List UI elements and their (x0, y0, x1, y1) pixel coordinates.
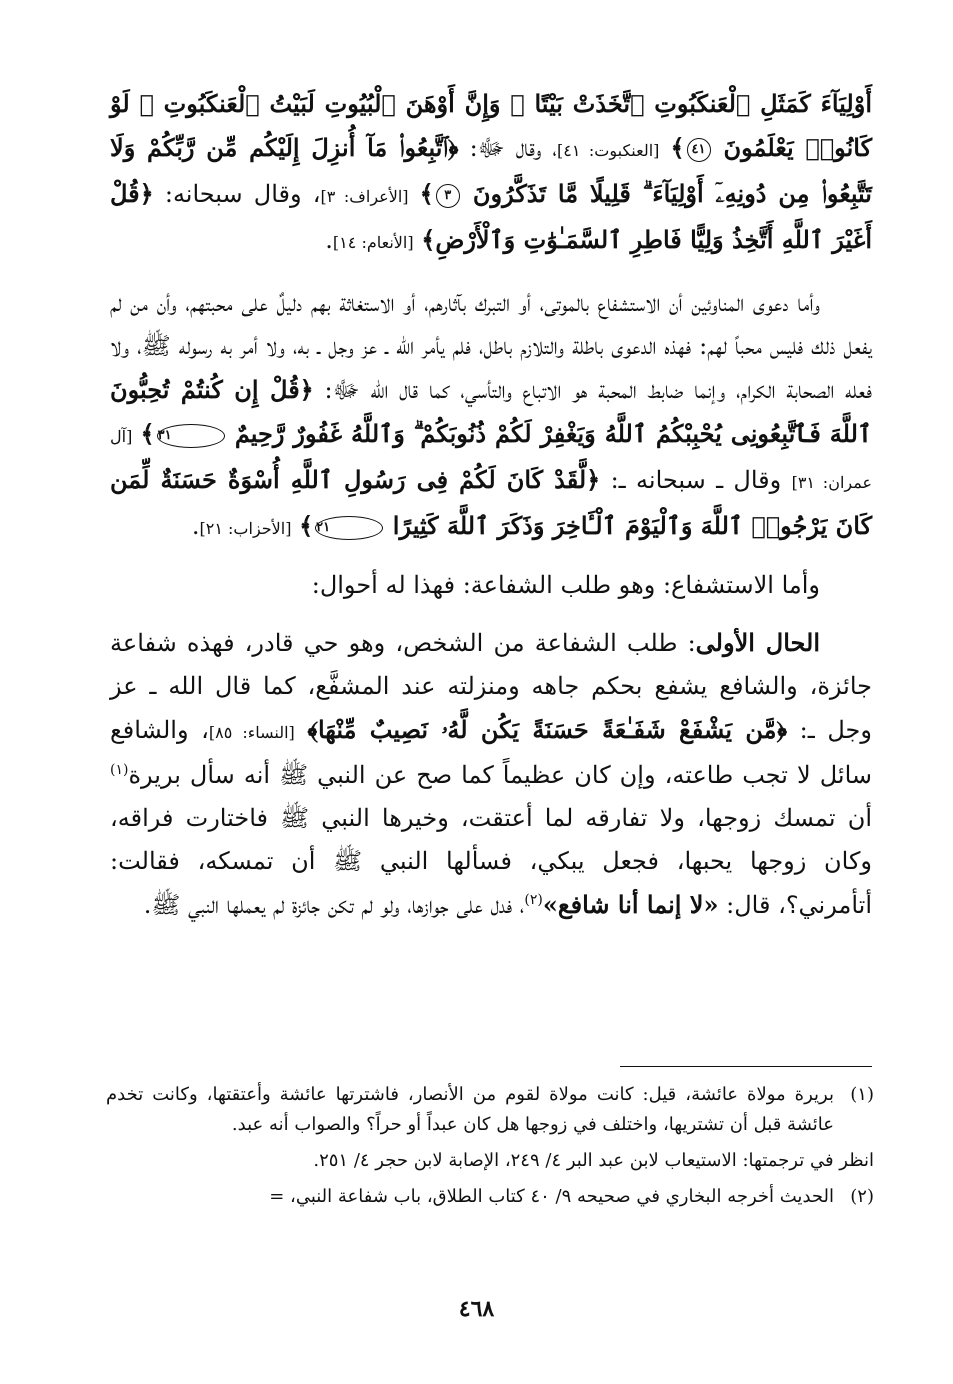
ayah-number-marker: ٣١ (157, 424, 225, 448)
footnote-item (106, 1182, 874, 1212)
paragraph-love-criterion (110, 282, 872, 550)
connector-text: ، وقال سبحانه: (153, 180, 321, 208)
ayah-number-marker: ٢١ (315, 516, 383, 540)
body-text: ، فدل على جوازها، ولو لم تكن جائزة لم يعملها النبي ﷺ. (143, 891, 525, 919)
ayah-number-marker: ٣ (436, 184, 460, 208)
body-text: وأما الاستشفاع: وهو طلب الشفاعة: فهذا له أحوال: (311, 571, 820, 599)
quran-close-bracket: ﴾ (140, 419, 155, 448)
footnote-number: (١) (850, 1084, 874, 1105)
paragraph-quran-verses (110, 82, 872, 264)
connector-text: وقال ـ سبحانه ـ: (600, 466, 792, 494)
body-text: ، والشافع سائل لا تجب طاعته، وإن كان عظيماً كما صح عن النبي ﷺ أنه سأل بريرة (110, 716, 872, 789)
quran-verse: ﴿لَّقَدْ كَانَ لَكُمْ فِى رَسُولِ ٱللَّهِ أُسْوَةٌ حَسَنَةٌ لِّمَن كَانَ يَرْجُوا۟ ٱللَّهَ وَٱلْيَوْمَ ٱلْـَٔاخِرَ وَذَكَرَ ٱللَّهَ كَثِيرًا (110, 465, 872, 540)
surah-reference: [الأحزاب: ٢١] (199, 519, 292, 538)
page-number: ٤٦٨ (458, 1296, 495, 1322)
footnote-marker[interactable]: (١) (110, 762, 129, 778)
footnotes (106, 1080, 874, 1218)
quran-verse: ﴿قُلْ أَغَيْرَ ٱللَّهِ أَتَّخِذُ وَلِيًّا فَاطِرِ ٱلسَّمَـٰوَٰتِ وَٱلْأَرْضِ﴾ (110, 179, 872, 254)
footnote-text: الحديث أخرجه البخاري في صحيحه ٩/ ٤٠ كتاب الطلاق، باب شفاعة النبي، = (269, 1186, 834, 1207)
sentence-end: . (325, 226, 333, 254)
body-text: أن تمسك زوجها، ولا تفارقه لما أعتقت، وخيرها النبي ﷺ فاختارت فراقه، وكان زوجها يحبها، فجعل يبكي، فسألها النبي ﷺ أن تمسكه، فقالت: أتأمرني؟، قال: (110, 804, 873, 919)
footnote-item (106, 1080, 874, 1140)
quran-verse: أَوْلِيَآءَ كَمَثَلِ ٱلْعَنكَبُوتِ ٱتَّخَذَتْ بَيْتًا ۖ وَإِنَّ أَوْهَنَ ٱلْبُيُوتِ لَبَيْتُ ٱلْعَنكَبُوتِ ۖ لَوْ كَانُوا۟ يَعْلَمُونَ (110, 89, 872, 162)
sentence-end: . (191, 512, 200, 540)
body-text: : طلب الشفاعة من الشخص، وهو حي قادر، فهذه شفاعة جائزة، والشافع يشفع بحكم جاهه ومنزلته عند المشفَّع، كما قال الله ـ عز وجل ـ: (110, 629, 872, 744)
footnote-source: انظر في ترجمتها: الاستيعاب لابن عبد البر ٤/ ٢٤٩، الإصابة لابن حجر ٤/ ٢٥١. (313, 1150, 874, 1171)
surah-reference: [الأنعام: ١٤] (332, 233, 414, 252)
surah-reference: [العنكبوت: ٤١] (557, 141, 660, 160)
surah-reference: [آل عمران: ٣١] (110, 427, 873, 492)
connector-text: ، وقال ﷻ: (458, 134, 557, 162)
paragraph-first-case (110, 621, 872, 927)
quran-verse: ﴿ٱتَّبِعُوا۟ مَآ أُنزِلَ إِلَيْكُم مِّن رَّبِّكُمْ وَلَا تَتَّبِعُوا۟ مِن دُونِهِۦٓ أَوْلِيَآءَ ۗ قَلِيلًا مَّا تَذَكَّرُونَ (110, 133, 872, 208)
ayah-number-marker: ٤١ (687, 138, 711, 162)
paragraph-istishfa (110, 564, 872, 607)
main-text (110, 82, 872, 941)
footnote-number: (٢) (850, 1186, 874, 1207)
section-lead: الحال الأولى (695, 628, 820, 657)
quran-close-bracket: ﴾ (670, 133, 685, 162)
hadith-quote: «لا إنما أنا شافع» (542, 890, 719, 919)
quran-verse: ﴿قُلْ إِن كُنتُمْ تُحِبُّونَ ٱللَّهَ فَٱتَّبِعُونِى يُحْبِبْكُمُ ٱللَّهُ وَيَغْفِرْ لَكُمْ ذُنُوبَكُمْ ۗ وَٱللَّهُ غَفُورٌ رَّحِيمٌ (110, 375, 872, 448)
footnote-divider (620, 1066, 872, 1067)
surah-reference: [الأعراف: ٣] (320, 187, 409, 206)
surah-reference: [النساء: ٨٥] (208, 723, 295, 742)
footnote-text: بريرة مولاة عائشة، قيل: كانت مولاة لقوم من الأنصار، فاشترتها عائشة وأعتقتها، وكانت تخدم عائشة قبل أن تشتريها، واختلف في زوجها هل كان عبداً أو حراً؟ والصواب أنه عبد. (106, 1084, 834, 1135)
footnote-marker[interactable]: (٢) (524, 892, 543, 908)
quran-verse: ﴿مَّن يَشْفَعْ شَفَـٰعَةً حَسَنَةً يَكُن لَّهُۥ نَصِيبٌ مِّنْهَا﴾ (307, 715, 788, 744)
quran-close-bracket: ﴾ (419, 179, 434, 208)
quran-close-bracket: ﴾ (299, 511, 314, 540)
body-text: وأما دعوى المناوئين أن الاستشفاع بالموتى، أو التبرك بآثارهم، أو الاستغاثة بهم دليلٌ على محبتهم، وأن من لم يفعل ذلك فليس محباً لهم: فهذه الدعوى باطلة والتلازم باطل، فلم يأمر الله ـ عز وجل ـ به، ولا أمر به رسوله ﷺ، ولا فعله الصحابة الكرام، وإنما ضابط المحبة هو الاتباع والتأسي، كما قال الله ﷻ: (110, 289, 873, 404)
